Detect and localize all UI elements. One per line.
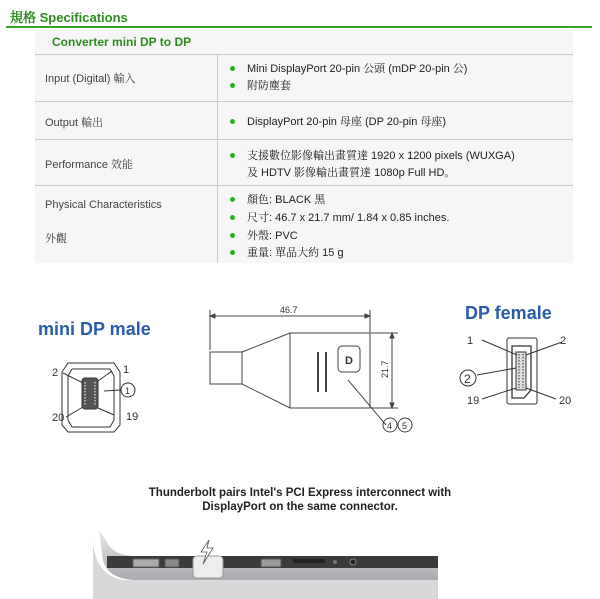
spec-value-text: 外殼: PVC [247,230,298,242]
spec-value-text: 及 HDTV 影像輸出畫質達 1080p Full HD。 [247,167,456,179]
spec-value [230,191,325,207]
pin-label: 1 [123,364,130,376]
spec-label: Input (Digital) 輸入 [45,73,136,85]
spec-label: Output 輸出 [45,117,104,129]
thunderbolt-caption-line1: Thunderbolt pairs Intel's PCI Express interconnect with [148,487,452,499]
spec-table-heading [35,30,573,55]
dp-logo-icon: D [345,355,353,367]
thunderbolt-caption-line2: DisplayPort on the same connector. [202,501,398,513]
dimension-height: 21.7 [380,360,390,378]
spec-table [35,30,573,263]
bullet-icon [230,153,235,158]
pin-label: 20 [52,412,65,424]
spec-label: Performance 效能 [45,159,134,171]
bullet-icon [230,215,235,220]
connector-diagram [0,290,600,450]
bullet-icon [230,83,235,88]
pin-label: 2 [52,367,59,379]
section-title: 規格 Specifications [10,10,128,25]
spec-value-text: 尺寸: 46.7 x 21.7 mm/ 1.84 x 0.85 inches. [247,212,450,224]
pin-label: 2 [464,372,471,386]
bullet-icon [230,250,235,255]
callout-label: 4 [387,421,393,431]
spec-value [230,227,298,243]
laptop-ports-image [93,520,438,599]
spec-row-performance [35,140,573,186]
spec-value [230,77,291,93]
dp-female-title: DP female [465,303,552,323]
spec-value [230,164,455,180]
pin-label: 1 [125,386,131,396]
pin-label: 1 [467,335,474,347]
pin-label: 2 [560,335,567,347]
spec-row-output [35,102,573,140]
thunderbolt-port-icon [193,556,223,578]
spec-value-text: 重量: 單品大約 15 g [247,247,344,259]
header-rule [6,26,592,28]
spec-value [230,113,446,129]
spec-value [230,147,515,163]
spec-label-chinese: 外觀 [45,233,67,245]
spec-label-cell [35,102,218,139]
spec-row-physical [35,186,573,263]
spec-value-text: 附防塵套 [247,80,291,92]
spec-value [230,60,467,76]
bullet-icon [230,119,235,124]
spec-label-cell [35,140,218,185]
pin-label: 20 [559,395,572,407]
dimension-width: 46.7 [280,305,298,315]
bullet-icon [230,233,235,238]
pin-label: 19 [126,411,139,423]
mini-dp-title: mini DP male [38,319,151,339]
section-header [0,0,600,28]
spec-value-text: Mini DisplayPort 20-pin 公頭 (mDP 20-pin 公) [247,63,468,75]
callout-label: 5 [402,421,408,431]
spec-value [230,244,344,260]
spec-label-cell [35,55,218,101]
spec-row-input [35,55,573,102]
pin-label: 19 [467,395,480,407]
spec-value [230,209,449,225]
spec-value-text: 顏色: BLACK 黑 [247,194,326,206]
spec-value-text: DisplayPort 20-pin 母座 (DP 20-pin 母座) [247,116,447,128]
spec-label: Physical Characteristics [45,199,162,211]
spec-label-cell [35,186,218,263]
bullet-icon [230,197,235,202]
bullet-icon [230,66,235,71]
spec-table-title: Converter mini DP to DP [52,35,192,49]
spec-value-text: 支援數位影像輸出畫質達 1920 x 1200 pixels (WUXGA) [247,150,515,162]
